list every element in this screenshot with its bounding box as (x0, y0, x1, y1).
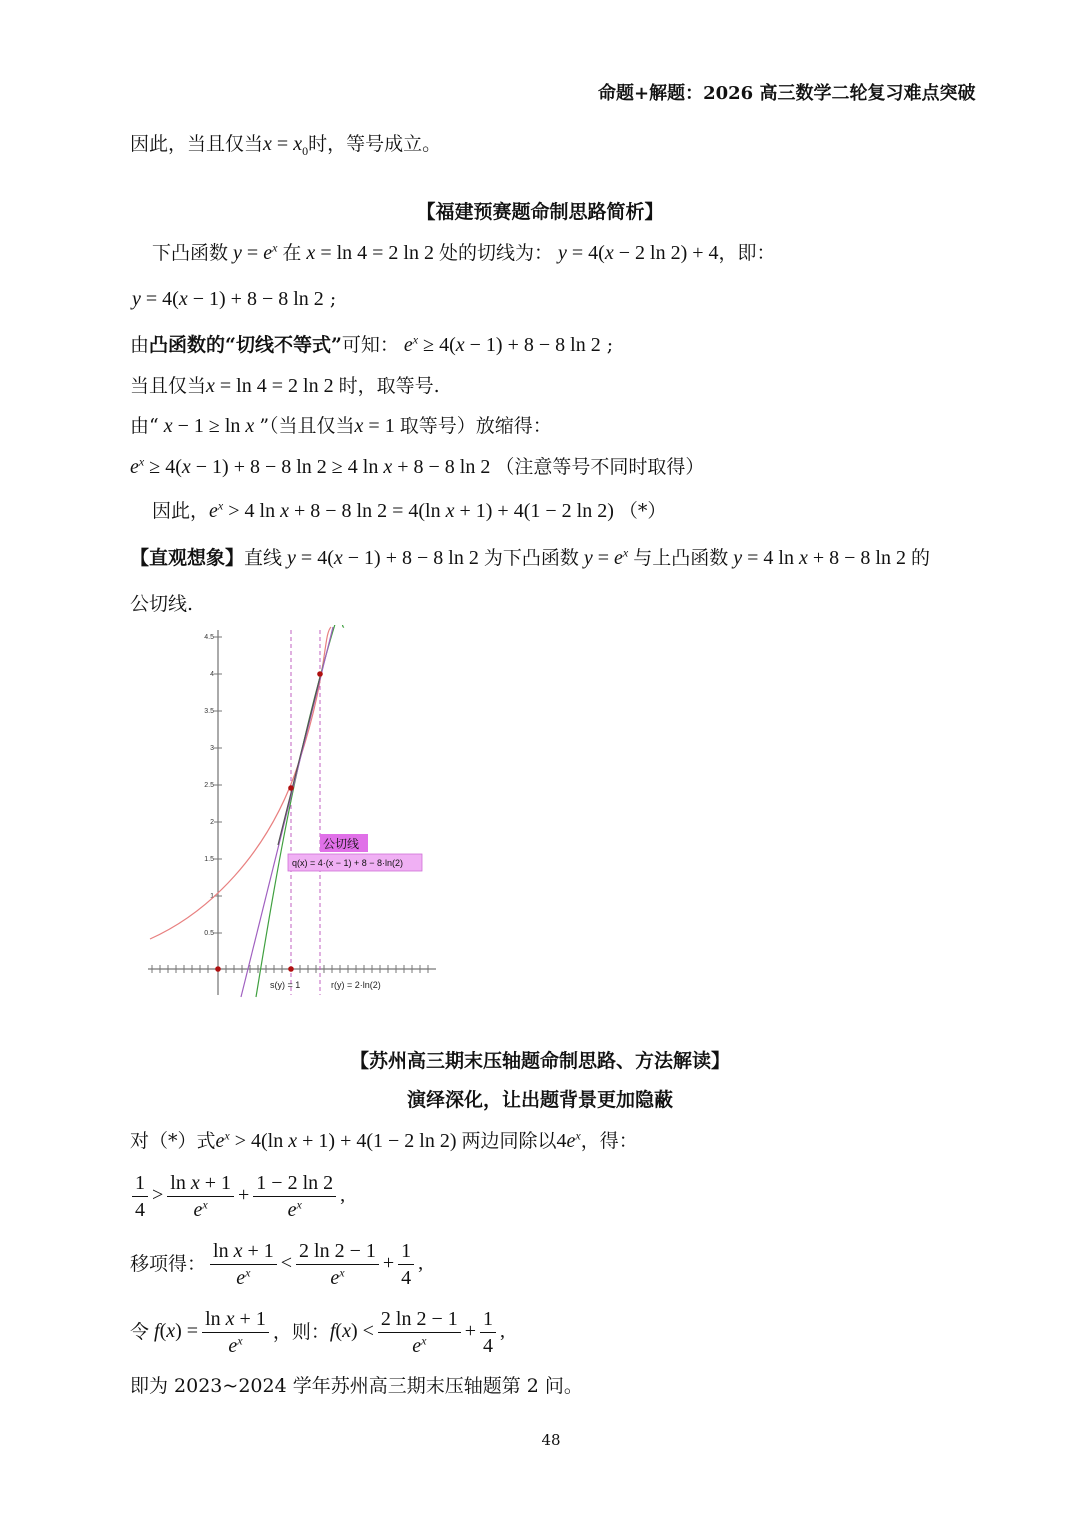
math-expr: y = 4(x − 2 ln 2) + 4 (558, 242, 719, 264)
suzhou-heading: 【苏州高三期末压轴题命制思路、方法解读】 (349, 1050, 730, 1072)
math-expr: y = 4 ln x + 8 − 8 ln 2 (733, 547, 911, 569)
fujian-text: 当且仅当 (130, 375, 207, 397)
y-tick-labels (204, 634, 214, 937)
fujian-line-5 (130, 413, 552, 439)
intuition-text: 为下凸函数 (483, 547, 579, 569)
fujian-line-3: 由凸函数的“切线不等式”可知： $e^x \ge 4(x - 1) + 8 - 8$ ln 2 ; (130, 332, 614, 356)
y-tick-label: 2 (210, 819, 214, 826)
math-expr: $y = e^x$ (233, 240, 278, 264)
suzhou-text: 移项得： (130, 1253, 207, 1276)
fujian-line-7 (152, 498, 666, 524)
math-expr: x = ln 4 = 2 ln 2 (206, 375, 339, 397)
intro-post: 时，等号成立。 (308, 133, 442, 155)
fujian-text: 在 (282, 242, 302, 264)
fujian-text: 由 (130, 334, 150, 356)
intuition-text: 与上凸函数 (633, 547, 729, 569)
suzhou-line-4 (130, 1306, 505, 1359)
math-expr: f(x) < $\frac{2 \ln 2 - 1}{e^x}$ + $\frac{1}{4}$ , (329, 1308, 506, 1357)
fujian-note: （注意等号不同时取得） (495, 456, 705, 478)
math-expr: $e^x > 4(\ln$ x + 1) + 4(1 − 2 ln 2) (215, 1128, 462, 1152)
intro-pre: 因此，当且仅当 (130, 133, 264, 155)
intuition-text: 直线 (244, 547, 283, 569)
suzhou-text: ，则： (272, 1321, 330, 1344)
page-number: 48 (541, 1431, 561, 1449)
intro-line (130, 131, 441, 157)
intro-formula: $x = x_0$ (263, 133, 309, 158)
y-tick-label: 2.5 (204, 782, 214, 789)
fujian-note: （*） (618, 500, 667, 522)
math-expr: y = 4(x − 1) + 8 − 8 ln 2 (287, 547, 484, 569)
common-tangent-label: 公切线 (323, 837, 360, 851)
y-tick-label: 3.5 (204, 708, 214, 715)
exp-curve (150, 627, 331, 939)
fujian-line-6 (130, 454, 704, 480)
intuition-line (130, 545, 930, 571)
fujian-text: ，即： (718, 242, 776, 264)
suzhou-subheading: 演绎深化，让出题背景更加隐蔽 (406, 1089, 673, 1111)
suzhou-text: 对（*）式 (130, 1130, 216, 1152)
suzhou-text: ，得： (580, 1130, 638, 1152)
y-tick-label: 4.5 (204, 634, 214, 641)
tangent-point-exp (317, 671, 323, 677)
math-expr: $\frac{\text{ln x + 1}}{e^x}$ < $\frac{2 \ln 2 - 1}{e^x}$ + $\frac{1}{4}$ , (206, 1252, 423, 1274)
math-expr: x − 1 ≥ ln x (163, 415, 255, 437)
tangent-inequality-term: 凸函数的“切线不等式” (149, 334, 342, 356)
formula-label: q(x) = 4·(x − 1) + 8 − 8·ln(2) (292, 858, 404, 868)
fujian-line-2: y = 4(x − 1) + 8 − 8 ln 2 ; (132, 288, 337, 310)
math-expr: $e^x > 4$ ln x + 8 − 8 ln 2 = 4(ln x + 1) + 4(1 − 2 ln 2) (209, 498, 619, 522)
fujian-text: 取等号）放缩得： (399, 415, 552, 437)
y-tick-label: 0.5 (204, 930, 214, 937)
tangent-graph (148, 625, 438, 1000)
y-tick-label: 1 (210, 893, 214, 900)
math-expr: $y = e^x$ (583, 545, 629, 569)
math-expr: $4e^x$ (556, 1128, 581, 1152)
fujian-text: 处的切线为： (438, 242, 553, 264)
y-tick-label: 3 (210, 745, 214, 752)
origin-point (215, 966, 221, 972)
fujian-heading: 【福建预赛题命制思路简析】 (416, 201, 664, 223)
fujian-text: 下凸函数 (152, 242, 229, 264)
math-expr: y = 4(x − 1) + 8 − 8 ln 2 (132, 288, 324, 310)
tangent-overlap (278, 677, 320, 845)
fujian-text: 时，取等号. (338, 375, 440, 397)
fraction: $\frac{1}{4}$ (132, 1170, 148, 1223)
point-x1 (288, 966, 294, 972)
intuition-label: 【直观想象】 (130, 547, 245, 569)
fujian-line-4 (130, 373, 440, 399)
math-expr: f(x) = $\frac{\text{ln x + 1}}{e^x}$ (149, 1320, 273, 1342)
suzhou-line-5: 即为 2023~2024 学年苏州高三期末压轴题第 2 问。 (130, 1375, 583, 1397)
intuition-line-2: 公切线. (130, 593, 194, 615)
math-expr: $e^x \ge 4(x - 1) + 8 - 8$ ln 2 (403, 332, 601, 356)
fujian-text: ”（当且仅当 (259, 415, 355, 437)
y-tick-label: 1.5 (204, 856, 214, 863)
math-expr: x = ln 4 = 2 ln 2 (306, 242, 439, 264)
suzhou-text: 令 (130, 1321, 150, 1344)
suzhou-line-3 (130, 1238, 423, 1291)
fujian-text: 可知： (341, 334, 399, 356)
fraction: $\frac{1 - 2 \ln 2}{e^x}$ (253, 1170, 336, 1223)
tangent-point-log (288, 785, 294, 791)
fraction: $\frac{\text{ln x + 1}}{e^x}$ (167, 1170, 234, 1223)
suzhou-line-1 (130, 1128, 638, 1154)
fujian-text: 因此， (152, 500, 210, 522)
suzhou-fraction-inequality-1: $\frac{1}{4}$ > $\frac{\text{ln x + 1}}{e^x}$ + $\frac{1 - 2 \ln 2}{e^x}$ , (128, 1170, 345, 1223)
suzhou-text: 两边同除以 (461, 1130, 557, 1152)
r-label: r(y) = 2·ln(2) (331, 980, 381, 990)
intuition-text: 的 (911, 547, 931, 569)
y-tick-label: 4 (210, 671, 214, 678)
s-label: s(y) = 1 (270, 980, 301, 990)
math-expr: x = 1 (354, 415, 400, 437)
log-curve (256, 625, 344, 997)
header-title: 命题+解题：2026 高三数学二轮复习难点突破 (598, 83, 976, 104)
math-expr: $e^x \ge 4(x - 1) + 8 - 8$ ln 2 ≥ 4 ln x + 8 − 8 ln 2 (130, 454, 496, 478)
fujian-line-1 (152, 240, 776, 266)
fujian-text: 由“ (130, 415, 159, 437)
